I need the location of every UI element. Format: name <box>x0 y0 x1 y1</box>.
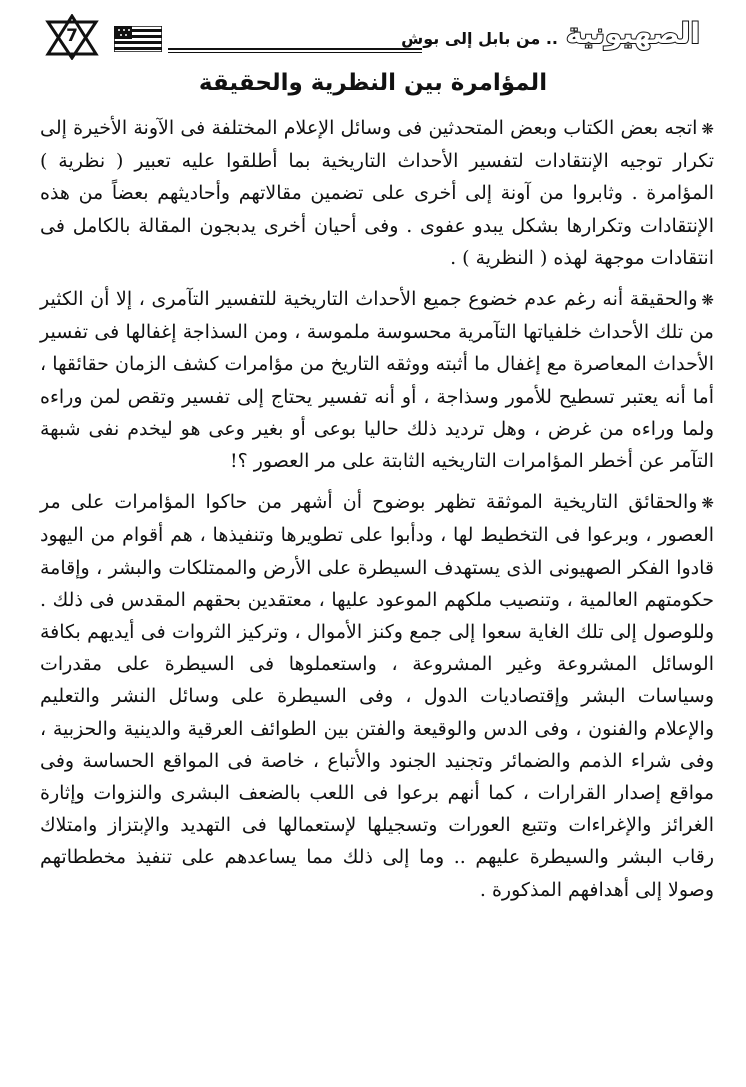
paragraph-3-text: والحقائق التاريخية الموثقة تظهر بوضوح أن أشهر من حاكوا المؤامرات على مر العصور ، وبرعوا فى التخطيط لها ، ودأبوا على تطويرها وتنفيذها ، هم أقوام من اليهود قادوا الفكر الصهيونى الذى يستهدف السيطرة على الأرض والممتلكات والبشر ، وإقامة حكومتهم العالمية ، وتنصيب ملكهم الموعود عليها ، معتقدين بحقهم المقدس فى ذلك . وللوصول إلى تلك الغاية سعوا إلى جمع وكنز الأموال ، وتركيز الثروات فى أيديهم بكافة الوسائل المشروعة وغير المشروعة ، واستعملوها فى السيطرة على مقدرات وسياسات البشر وإقتصاديات الدول ، وفى السيطرة على وسائل النشر والتعليم والإعلام والفنون ، وفى الدس والوقيعة والفتن بين الطوائف العرقية والدينية والحزبية ، وفى شراء الذمم والضمائر وتجنيد الجنود والأتباع ، خاصة فى المواقع الحساسة وفى مواقع إصدار القرارات ، كما أنهم برعوا فى اللعب بالضعف البشرى والنزوات وإثارة الغرائز والإغراءات وتتبع العورات وتسجيلها لإستعمالها فى التهديد والإبتزاز وامتلاك رقاب البشر والسيطرة عليهم .. وما إلى ذلك مما يساعدهم على تنفيذ مخططاتهم وصولا إلى أهدافهم المذكورة . <box>40 491 714 901</box>
striped-flag-icon <box>114 26 162 52</box>
paragraph-1 <box>40 112 714 274</box>
header-rule <box>168 48 422 50</box>
header-brand-title: الصهيونية <box>565 17 700 50</box>
paragraph-2-text: والحقيقة أنه رغم عدم خضوع جميع الأحداث التاريخية للتفسير التآمرى ، إلا أن الكثير من تلك الأحداث خلفياتها التآمرية محسوسة ملموسة ، ومن السذاجة إغفالها فى تفسير الأحداث المعاصرة مع إغفال ما أثبته ووثقه التاريخ من مؤامرات كشف الزمان حقائقها ، أما أنه يعتبر تسطيح للأمور وسذاجة ، أو أنه تفسير يحتاج إلى تفسير وتقص لمن وراءه ولما وراءه من غرض ، وهل ترديد ذلك حاليا بوعى أو بغير وعى هو ليخدم نفى شبهة التآمر عن أخطر المؤامرات التاريخيه الثابتة على مر العصور ؟! <box>40 288 714 473</box>
paragraph-2 <box>40 283 714 477</box>
article-body <box>40 112 714 915</box>
bullet-ornament-icon: ❋ <box>701 120 714 138</box>
paragraph-3 <box>40 486 714 906</box>
bullet-ornament-icon: ❋ <box>701 494 714 513</box>
page-number: 7 <box>66 26 78 46</box>
bullet-ornament-icon: ❋ <box>701 291 714 310</box>
header-rule-thin <box>168 52 422 53</box>
header-subtitle: .. من بابل إلى بوش <box>401 29 558 48</box>
paragraph-1-text: اتجه بعض الكتاب وبعض المتحدثين فى وسائل الإعلام المختلفة فى الآونة الأخيرة إلى تكرار توجيه الإنتقادات لتفسير الأحداث التاريخية بما أطلقوا عليه تعبير ( نظرية ) المؤامرة . وثابروا من آونة إلى أخرى على تضمين مقالاتهم وأحاديثهم بعضاً من هذه الإنتقادات وتكرارها بشكل يبدو عفوى . وفى أحيان أخرى يدبجون المقالة بالكامل فى انتقادات موجهة لهذه ( النظرية ) . <box>40 117 714 269</box>
running-header <box>40 14 700 58</box>
chapter-title: المؤامرة بين النظرية والحقيقة <box>198 70 548 96</box>
